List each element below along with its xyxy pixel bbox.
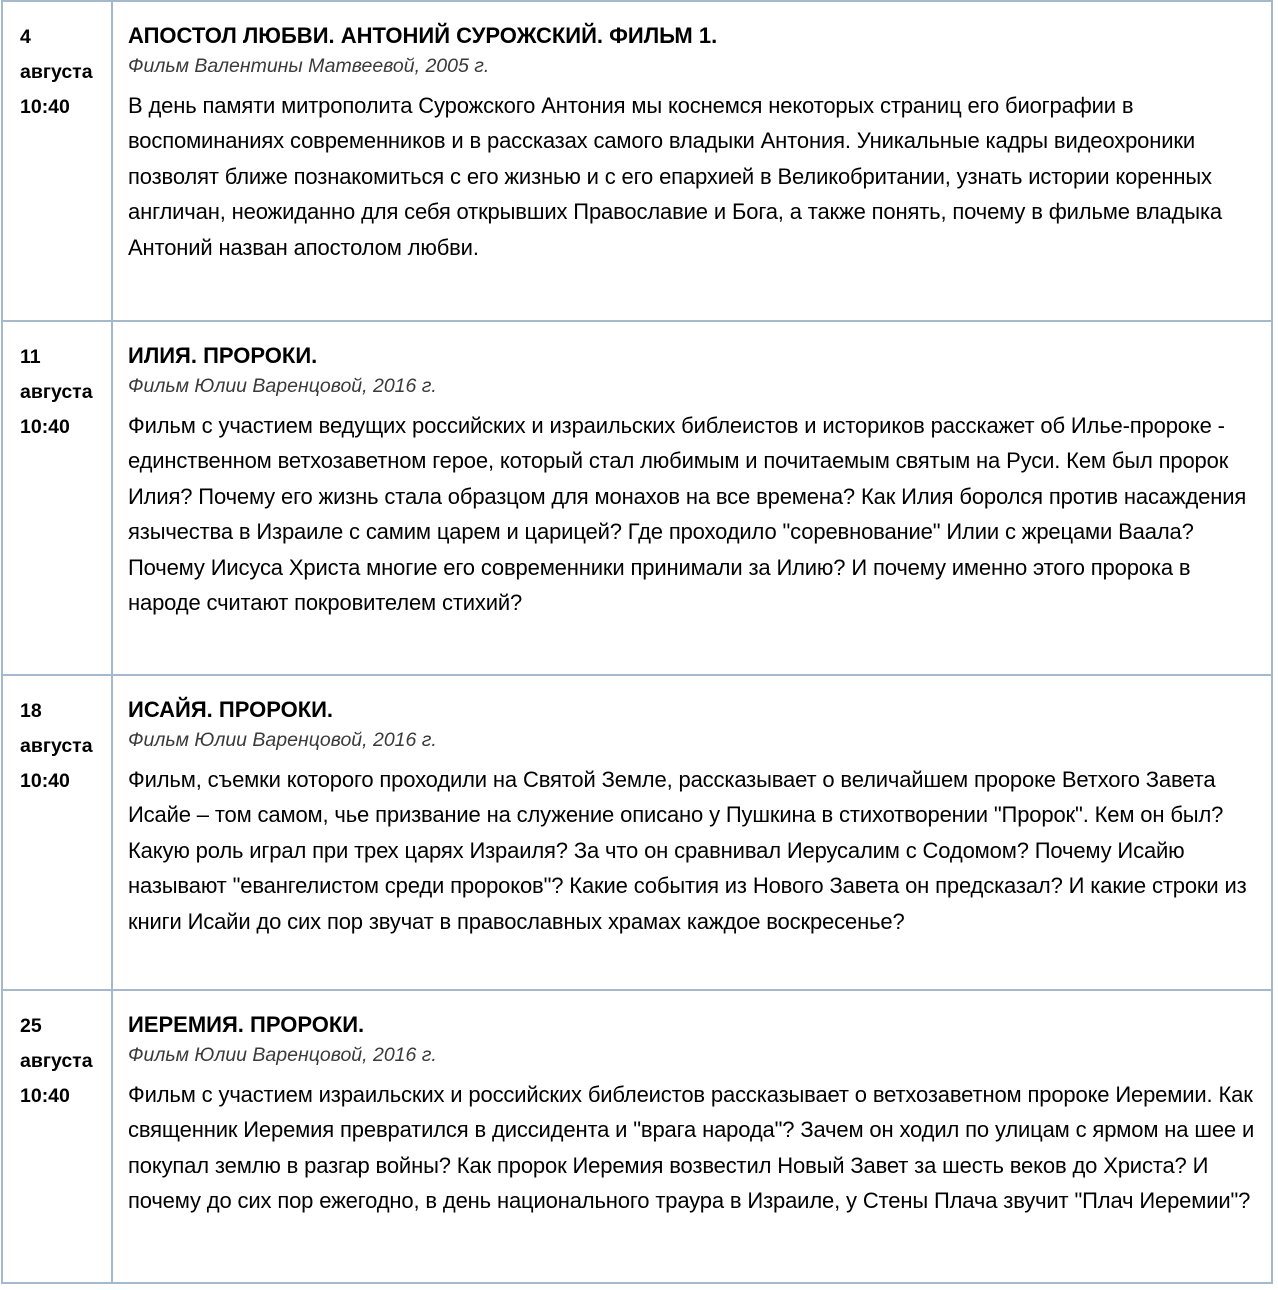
date-time: 10:40 [20,1085,70,1107]
date-cell [2,990,112,1283]
date-month: августа [20,61,93,83]
date-day: 18 [20,700,42,722]
program-description: В день памяти митрополита Сурожского Антония мы коснемся некоторых страниц его биографии в воспоминаниях современников и в рассказах самого владыки Антония. Уникальные кадры видеохроники позволят ближе познакомиться с его жизнью и с его епархией в Великобритании, узнать истории коренных англичан, неожиданно для себя открывших Православие и Бога, а также понять, почему в фильме владыка Антоний назван апостолом любви. [128,93,1223,260]
date-time: 10:40 [20,416,70,438]
content-cell [112,675,1272,990]
date-day: 4 [20,26,31,48]
program-title: АПОСТОЛ ЛЮБВИ. АНТОНИЙ СУРОЖСКИЙ. ФИЛЬМ 1. [128,23,718,48]
content-cell [112,1,1272,321]
schedule-row [2,1,1272,321]
date-day: 25 [20,1015,42,1037]
schedule-row [2,675,1272,990]
program-title: ИЕРЕМИЯ. ПРОРОКИ. [128,1012,365,1037]
program-description: Фильм, съемки которого проходили на Святой Земле, рассказывает о величайшем пророке Ветхого Завета Исайе – том самом, чье призвание на служение описано у Пушкина в стихотворении "Пророк". Кем он был? Какую роль играл при трех царях Израиля? За что он сравнивал Иерусалим с Содомом? Почему Исайю называют "евангелистом среди пророков"? Какие события из Нового Завета он предсказал? И какие строки из книги Исайи до сих пор звучат в православных храмах каждое воскресенье? [128,767,1247,934]
program-subtitle: Фильм Юлии Варенцовой, 2016 г. [128,1044,437,1066]
schedule-row [2,321,1272,675]
program-description: Фильм с участием ведущих российских и израильских библеистов и историков расскажет об Илье-пророке - единственном ветхозаветном герое, который стал любимым и почитаемым святым на Руси. Кем был пророк Илия? Почему его жизнь стала образцом для монахов на все времена? Как Илия боролся против насаждения язычества в Израиле с самим царем и царицей? Где проходило "соревнование" Илии с жрецами Ваала? Почему Иисуса Христа многие его современники принимали за Илию? И почему именно этого пророка в народе считают покровителем стихий? [128,413,1247,616]
date-time: 10:40 [20,770,70,792]
date-month: августа [20,735,93,757]
date-time: 10:40 [20,96,70,118]
content-cell [112,321,1272,675]
date-cell [2,675,112,990]
date-month: августа [20,1050,93,1072]
date-day: 11 [20,346,41,368]
content-cell [112,990,1272,1283]
schedule-row [2,990,1272,1283]
program-description: Фильм с участием израильских и российских библеистов рассказывает о ветхозаветном пророке Иеремии. Как священник Иеремия превратился в диссидента и "врага народа"? Зачем он ходил по улицам с ярмом на шее и покупал землю в разгар войны? Как пророк Иеремия возвестил Новый Завет за шесть веков до Христа? И почему до сих пор ежегодно, в день национального траура в Израиле, у Стены Плача звучит "Плач Иеремии"? [128,1082,1255,1214]
program-subtitle: Фильм Юлии Варенцовой, 2016 г. [128,375,437,397]
program-title: ИСАЙЯ. ПРОРОКИ. [128,697,334,722]
date-cell [2,1,112,321]
program-title: ИЛИЯ. ПРОРОКИ. [128,343,318,368]
schedule-table [1,0,1273,1284]
date-month: августа [20,381,93,403]
program-subtitle: Фильм Валентины Матвеевой, 2005 г. [128,55,490,77]
program-subtitle: Фильм Юлии Варенцовой, 2016 г. [128,729,437,751]
date-cell [2,321,112,675]
